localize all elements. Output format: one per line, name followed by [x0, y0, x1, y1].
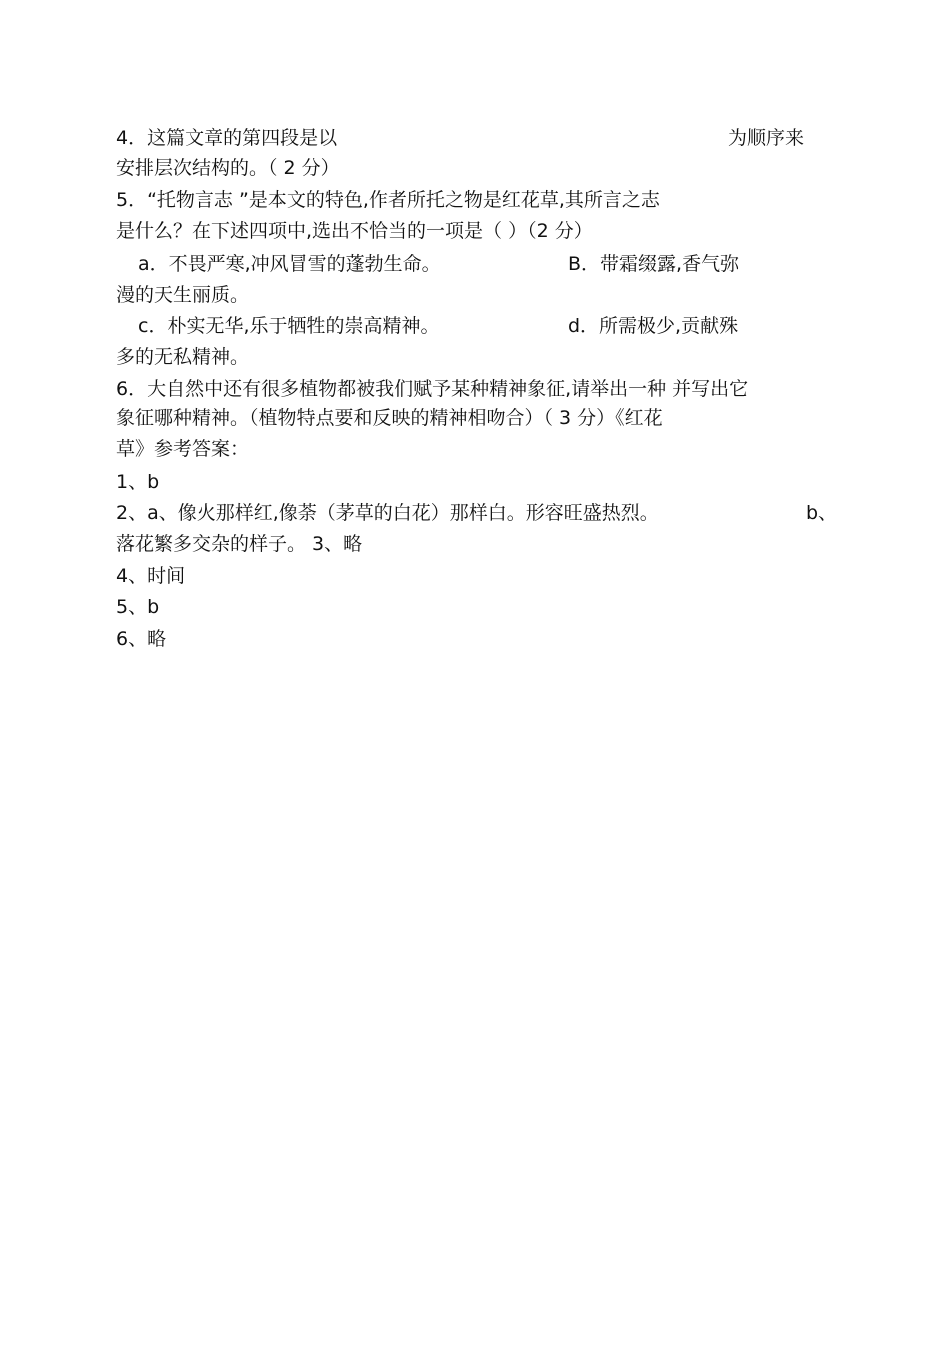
answer-5: 5、b [116, 596, 160, 618]
option-c: c．朴实无华,乐于牺牲的崇高精神。 [138, 315, 440, 337]
option-d-continued: 多的无私精神。 [116, 346, 250, 368]
question-6-line-2: 象征哪种精神。（植物特点要和反映的精神相吻合）（ 3 分）《红花 [116, 407, 663, 429]
question-6-line-3: 草》参考答案： [116, 438, 250, 460]
question-4-text-right: 为顺序来 [728, 127, 805, 149]
question-4-text: 4．这篇文章的第四段是以 [116, 127, 338, 149]
question-4-line-2: 安排层次结构的。（ 2 分） [116, 157, 340, 179]
option-a: a．不畏严寒,冲风冒雪的蓬勃生命。 [138, 253, 441, 275]
answer-2-line-2: 落花繁多交杂的样子。 3、略 [116, 533, 363, 555]
answer-2-part-a: 2、a、像火那样红,像荼（茅草的白花）那样白。形容旺盛热烈。 [116, 502, 659, 524]
question-5-line-1: 5．“托物言志 ”是本文的特色,作者所托之物是红花草,其所言之志 [116, 189, 660, 211]
option-b: B．带霜缀露,香气弥 [568, 253, 740, 275]
question-6-line-1: 6．大自然中还有很多植物都被我们赋予某种精神象征,请举出一种 并写出它 [116, 378, 749, 400]
answer-1: 1、b [116, 471, 160, 493]
option-b-continued: 漫的天生丽质。 [116, 284, 250, 306]
option-d: d．所需极少,贡献殊 [568, 315, 739, 337]
answer-2-part-b-label: b、 [806, 502, 838, 524]
answer-6: 6、略 [116, 628, 167, 650]
answer-4: 4、时间 [116, 565, 186, 587]
question-5-line-2: 是什么？在下述四项中,选出不恰当的一项是（ ）（2 分） [116, 220, 593, 242]
